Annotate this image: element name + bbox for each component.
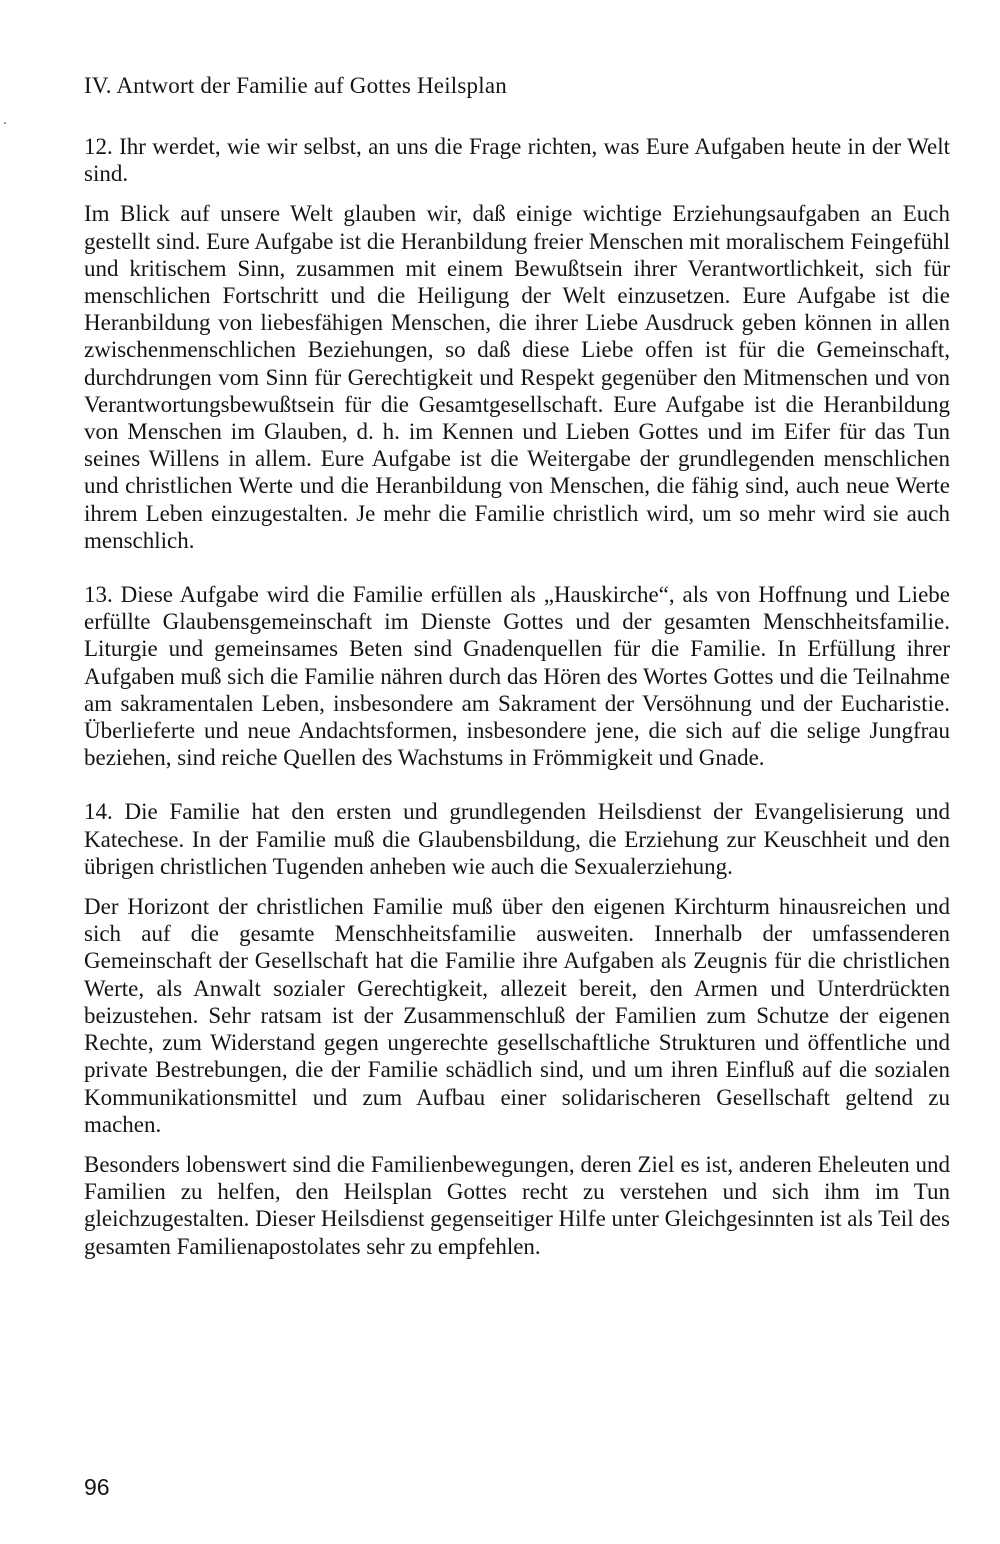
page-number: 96 [84,1474,110,1500]
paragraph-12: 12. Ihr werdet, wie wir selbst, an uns die Frage richten, was Eure Aufgaben heute in der Welt sind. [84,134,950,187]
section-heading: IV. Antwort der Familie auf Gottes Heilsplan [84,73,507,98]
paragraph-family-movements: Besonders lobenswert sind die Familienbewegungen, deren Ziel es ist, anderen Eheleuten und Familien zu helfen, den Heilsplan Gottes recht zu verstehen und sich ihm im Tun gleichzugestalten. Dieser Heilsdienst gegenseitiger Hilfe unter Gleichgesinnten ist als Teil des gesamten Familienapostolates sehr zu empfehlen. [84,1151,950,1259]
paragraph-family-horizon: Der Horizont der christlichen Familie muß über den eigenen Kirchturm hinausreichen und sich auf die gesamte Menschheitsfamilie ausweiten. Innerhalb der umfassenderen Gemeinschaft der Gesellschaft hat die Familie ihre Aufgaben als Zeugnis für die christlichen Werte, als Anwalt sozialer Gerechtigkeit, allezeit bereit, den Armen und Unterdrückten beizustehen. Sehr ratsam ist der Zusammenschluß der Familien zum Schutze der eigenen Rechte, zum Widerstand gegen ungerechte gesellschaftliche Strukturen und öffentliche und private Bestrebungen, die der Familie schädlich sind, und um ihren Einfluß auf die sozialen Kommunikationsmittel und zum Aufbau einer solidarischeren Gesellschaft geltend zu machen. [84,894,950,1137]
paragraph-education-tasks: Im Blick auf unsere Welt glauben wir, daß einige wichtige Erziehungsaufgaben an Euch gestellt sind. Eure Aufgabe ist die Heranbildung freier Menschen mit moralischem Feingefühl und kritischem Sinn, zusammen mit einem Bewußtsein ihrer Verantwortlichkeit, sich für menschlichen Fortschritt und die Heiligung der Welt einzusetzen. Eure Aufgabe ist die Heranbildung von liebesfähigen Menschen, die ihrer Liebe Ausdruck geben können in allen zwischenmenschlichen Beziehungen, so daß diese Liebe offen ist für die Gemeinschaft, durchdrungen vom Sinn für Gerechtigkeit und Respekt gegenüber den Mitmenschen und von Verantwortungsbewußtsein für die Gesamtgesellschaft. Eure Aufgabe ist die Heranbildung von Menschen im Glauben, d. h. im Kennen und Lieben Gottes und im Eifer für das Tun seines Willens in allem. Eure Aufgabe ist die Weitergabe der grundlegenden menschlichen und christlichen Werte und die Heranbildung von Menschen, die fähig sind, auch neue Werte ihrem Leben einzugestalten. Je mehr die Familie christlich wird, um so mehr wird sie auch menschlich. [84,201,950,553]
scan-edge-mark [4,122,6,124]
paragraph-13: 13. Diese Aufgabe wird die Familie erfüllen als „Hauskirche“, als von Hoffnung und Liebe erfüllte Glaubensgemeinschaft im Dienste Gottes und der gesamten Menschheitsfamilie. Liturgie und gemeinsames Beten sind Gnadenquellen für die Familie. In Erfüllung ihrer Aufgaben muß sich die Familie nähren durch das Hören des Wortes Gottes und die Teilnahme am sakramentalen Leben, insbesondere am Sakrament der Versöhnung und der Eucharistie. Überlieferte und neue Andachtsformen, insbesondere jene, die sich auf die selige Jungfrau beziehen, sind reiche Quellen des Wachstums in Frömmigkeit und Gnade. [84,582,950,771]
paragraph-14: 14. Die Familie hat den ersten und grundlegenden Heilsdienst der Evangelisierung und Katechese. In der Familie muß die Glaubensbildung, die Erziehung zur Keuschheit und den übrigen christlichen Tugenden anheben wie auch die Sexualerziehung. [84,799,950,879]
document-page [84,72,950,1260]
